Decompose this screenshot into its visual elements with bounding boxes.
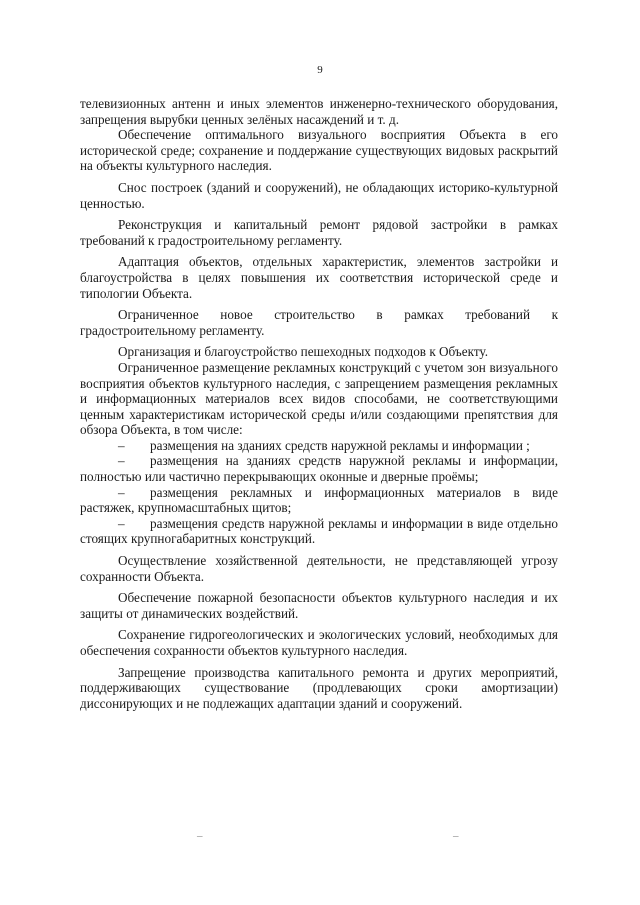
paragraph: Реконструкция и капитальный ремонт рядовой застройки в рамках требований к градостроительному регламенту. — [80, 217, 558, 248]
paragraph: Сохранение гидрогеологических и экологических условий, необходимых для обеспечения сохранности объектов культурного наследия. — [80, 627, 558, 658]
paragraph: Организация и благоустройство пешеходных подходов к Объекту. — [118, 344, 488, 360]
list-dash-marker: – — [118, 453, 125, 469]
paragraph: Обеспечение пожарной безопасности объектов культурного наследия и их защиты от динамических воздействий. — [80, 590, 558, 621]
paragraph: Ограниченное новое строительство в рамках требований к градостроительному регламенту. — [80, 307, 558, 338]
list-item-text: размещения на зданиях средств наружной рекламы и информации, полностью или частично перекрывающих оконные и дверные проёмы; — [80, 453, 558, 485]
document-body — [80, 96, 558, 711]
paragraph: телевизионных антенн и иных элементов инженерно-технического оборудования, запрещения вырубки ценных зелёных насаждений и т. д. — [80, 96, 558, 127]
paragraph: Адаптация объектов, отдельных характеристик, элементов застройки и благоустройства в целях повышения их соответствия исторической среде и типологии Объекта. — [80, 254, 558, 301]
footer-mark: – — [453, 830, 459, 842]
list-dash-marker: – — [118, 437, 125, 453]
paragraph: Осуществление хозяйственной деятельности, не представляющей угрозу сохранности Объекта. — [80, 553, 558, 584]
list-dash-marker: – — [118, 484, 125, 500]
list-item — [80, 485, 558, 516]
list-dash-marker: – — [118, 515, 125, 531]
paragraph: Снос построек (зданий и сооружений), не обладающих историко-культурной ценностью. — [80, 179, 558, 211]
paragraph: Обеспечение оптимального визуального восприятия Объекта в его исторической среде; сохранение и поддержание существующих видовых раскрытий на объекты культурного наследия. — [80, 127, 558, 174]
list-item — [80, 453, 558, 484]
list-item — [80, 516, 558, 547]
paragraph: Ограниченное размещение рекламных конструкций с учетом зон визуального восприятия объектов культурного наследия, с запрещением размещения рекламных и информационных материалов всех видов способами, не соответствующими ценным характеристикам исторической среды и/или создающими препятствия для обзора Объекта, в том числе: — [80, 359, 558, 438]
list-item-text: размещения средств наружной рекламы и информации в виде отдельно стоящих крупногабаритных конструкций. — [80, 515, 558, 547]
page-number: 9 — [317, 64, 323, 76]
list-item-text: размещения рекламных и информационных материалов в виде растяжек, крупномасштабных щитов; — [80, 484, 558, 516]
list-item-text: размещения на зданиях средств наружной рекламы и информации ; — [150, 437, 530, 453]
paragraph: Запрещение производства капитального ремонта и других мероприятий, поддерживающих существование (продлевающих сроки амортизации) диссонирующих и не подлежащих адаптации зданий и сооружений. — [80, 664, 558, 711]
footer-mark: – — [197, 830, 203, 842]
list-item — [80, 438, 558, 454]
